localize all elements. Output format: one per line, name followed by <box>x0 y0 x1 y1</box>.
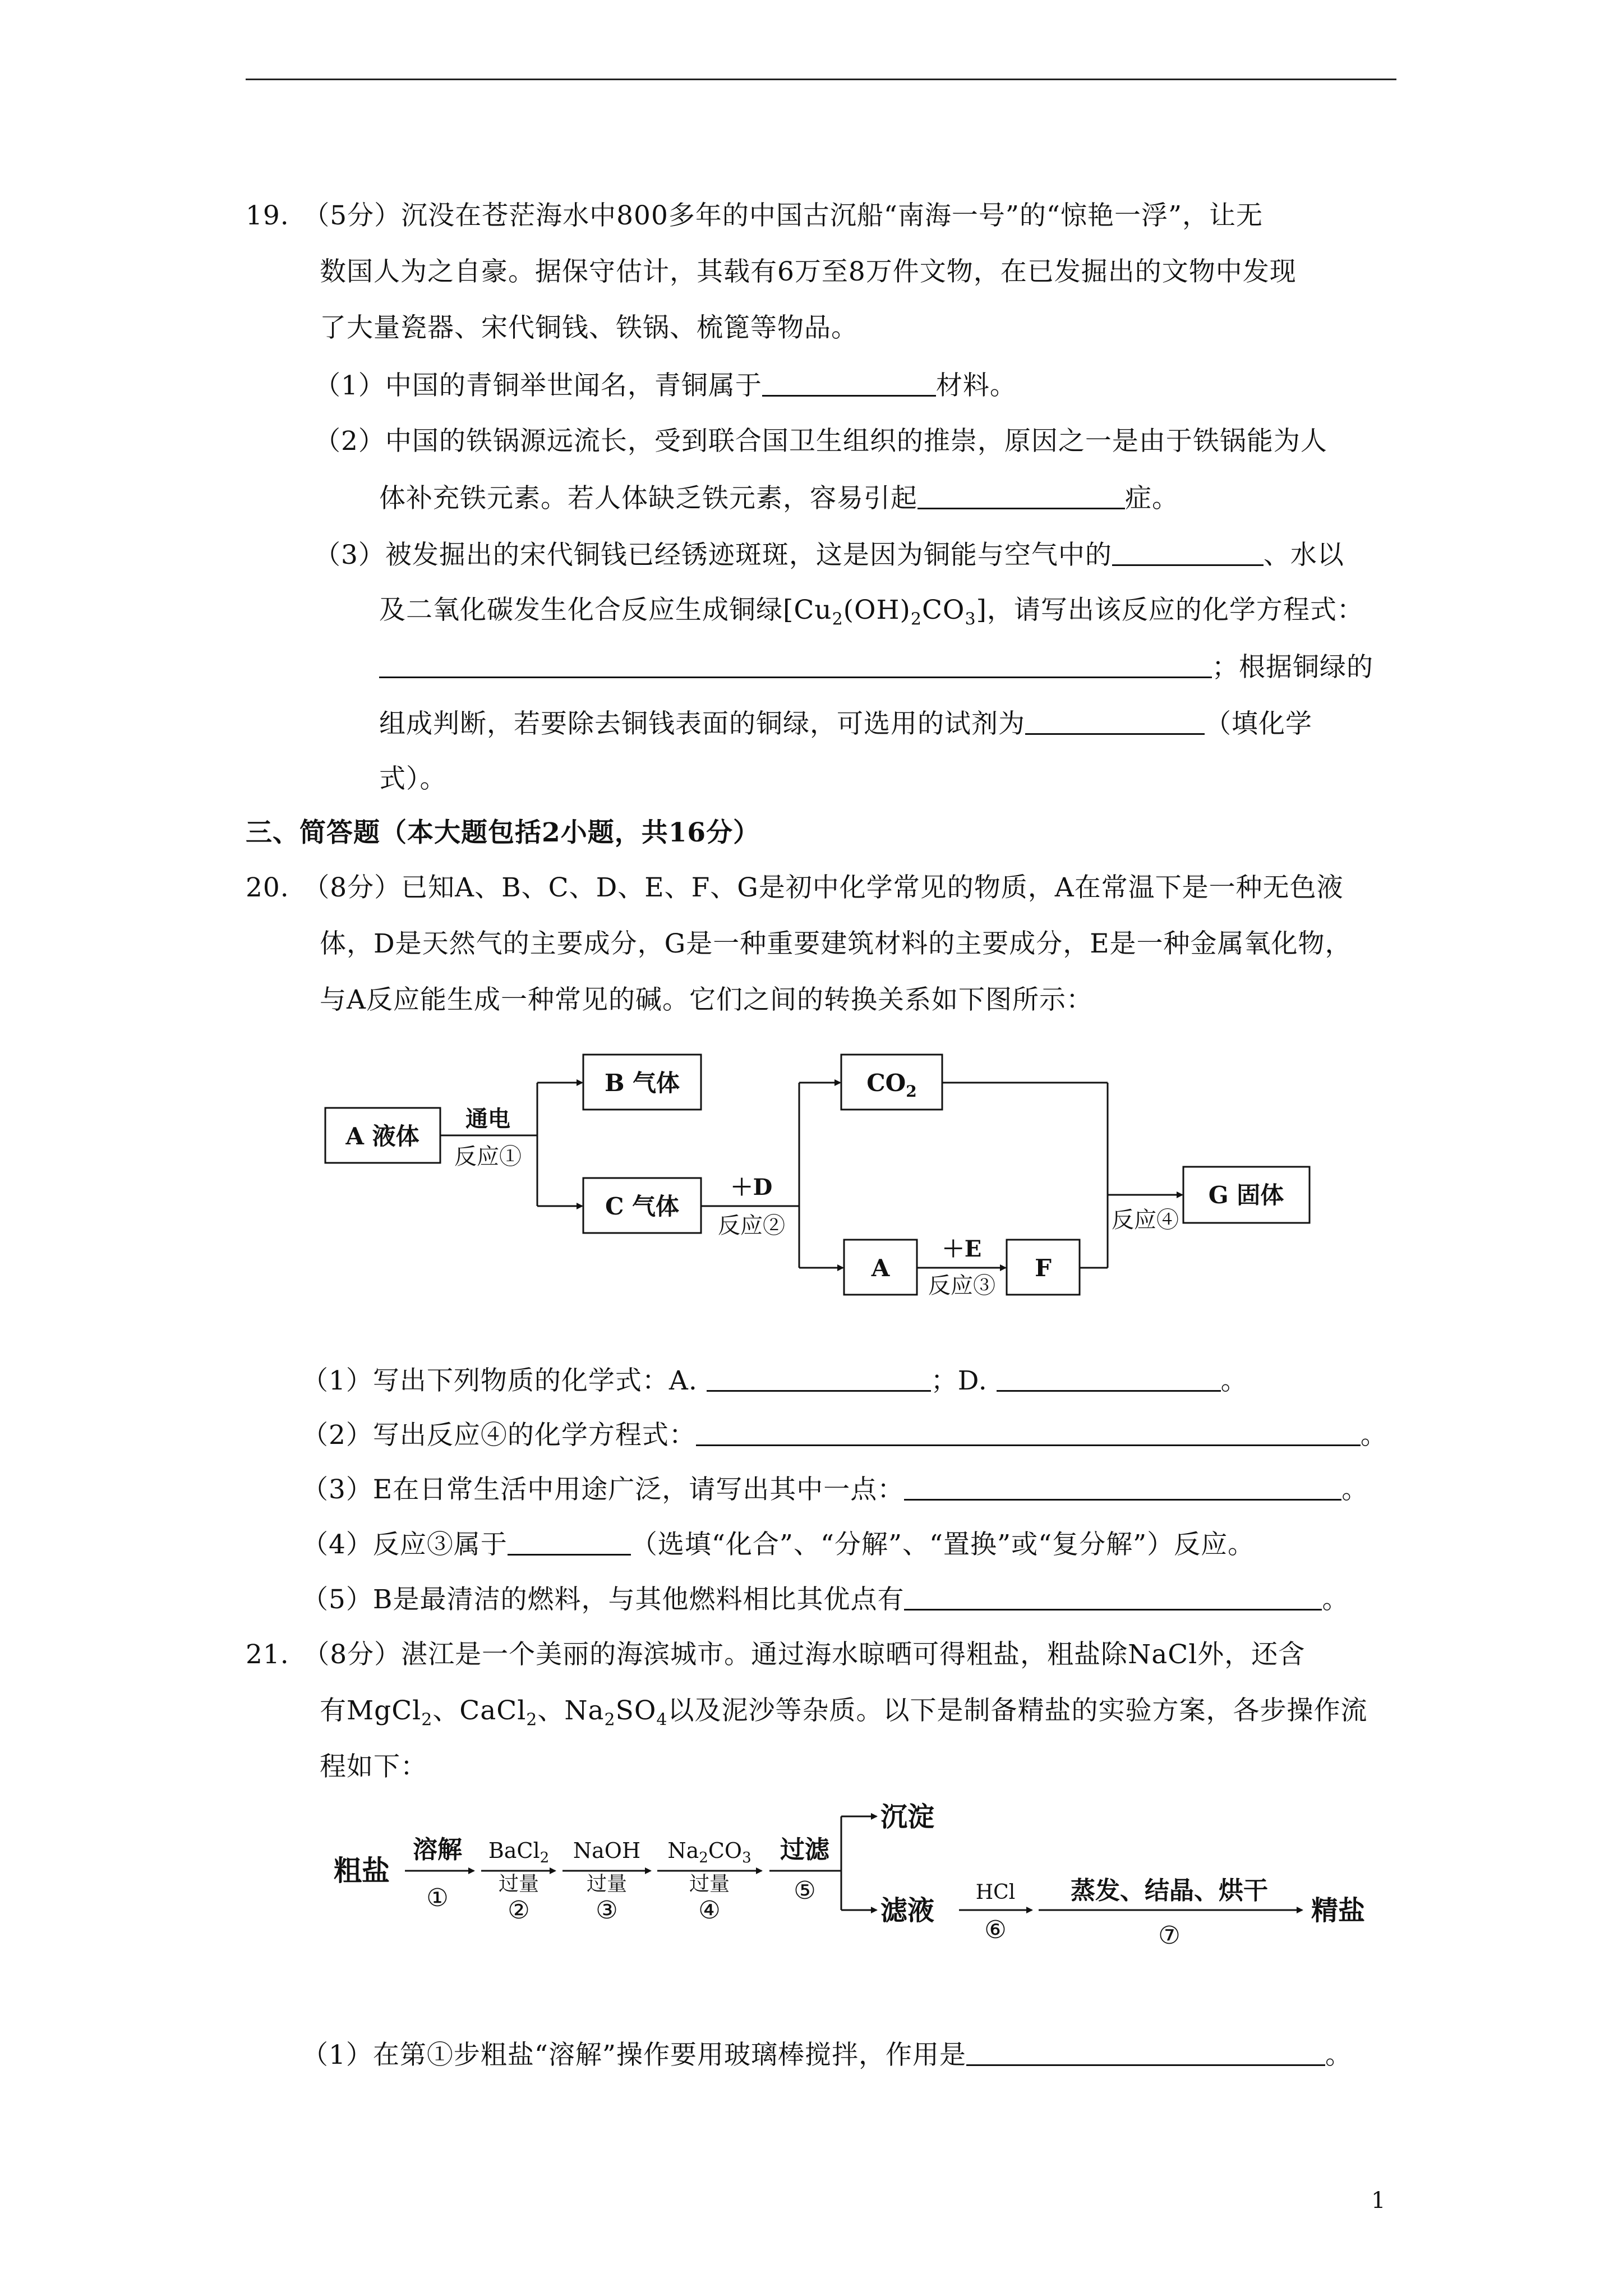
q19-line-3: 了大量瓷器、宋代铜钱、铁锅、梳篦等物品。 <box>320 312 858 343</box>
label-electrolysis: 通电 <box>465 1106 510 1132</box>
label-plus-e: ＋E <box>942 1236 982 1262</box>
formula-part: 以及泥沙等杂质。以下是制备精盐的实验方案，各步操作流 <box>667 1695 1368 1726</box>
q20-sub-1-text: （1）写出下列物质的化学式：A. <box>302 1365 698 1396</box>
flow-filter: 过滤 <box>780 1835 829 1864</box>
flow-step-5: ⑤ <box>794 1876 816 1905</box>
q21-sub-1 <box>302 2037 1352 2072</box>
q20-sub-2-end: 。 <box>1360 1420 1387 1451</box>
subscript: 2 <box>526 1710 538 1730</box>
formula-part: (OH) <box>843 595 911 625</box>
q20-line-1: 20. （8分）已知A、B、C、D、E、F、G是初中化学常见的物质，A在常温下是一种无色液 <box>246 872 1344 903</box>
subscript: 2 <box>832 609 843 629</box>
label-g-solid: G 固体 <box>1208 1181 1284 1209</box>
q19-sub-3-text-b: 、水以 <box>1263 540 1344 570</box>
q19-sub-1-text: （1）中国的青铜举世闻名，青铜属于 <box>314 370 762 401</box>
label-f: F <box>1035 1254 1052 1282</box>
co-main: CO <box>708 1838 743 1863</box>
flow-na2co3 <box>667 1838 751 1866</box>
flow-step-6: ⑥ <box>984 1916 1007 1944</box>
section-heading: 三、简答题（本大题包括2小题，共16分） <box>246 817 760 848</box>
q20-line-3: 与A反应能生成一种常见的碱。它们之间的转换关系如下图所示： <box>320 984 1093 1015</box>
page-number: 1 <box>1371 2188 1386 2214</box>
q20-sub-4-text: （4）反应③属于 <box>302 1529 508 1560</box>
subscript: 2 <box>421 1710 433 1730</box>
flow-precipitate: 沉淀 <box>880 1801 935 1833</box>
flow-evaporate: 蒸发、结晶、烘干 <box>1071 1876 1268 1905</box>
flow-hcl: HCl <box>975 1881 1016 1904</box>
flow-excess-1: 过量 <box>498 1872 540 1895</box>
q19-sub-3-text-d: ；根据铜绿的 <box>1212 652 1373 683</box>
label-reaction-1: 反应① <box>454 1144 522 1170</box>
q20-sub-5-text: （5）B是最清洁的燃料，与其他燃料相比其优点有 <box>302 1584 905 1615</box>
co-sub: 3 <box>742 1849 751 1866</box>
label-c-gas: C 气体 <box>605 1193 680 1220</box>
q21-line-1: 21. （8分）湛江是一个美丽的海滨城市。通过海水晾晒可得粗盐，粗盐除NaCl外，还含 <box>246 1639 1306 1670</box>
q19-line-1: 19. （5分）沉没在苍茫海水中800多年的中国古沉船“南海一号”的“惊艳一浮”，让无 <box>246 200 1263 231</box>
flow-step-1: ① <box>426 1884 449 1912</box>
flow-dissolve: 溶解 <box>413 1835 462 1864</box>
label-a: A <box>871 1254 890 1282</box>
q19-sub-3-line-5: 式）。 <box>379 763 447 794</box>
label-a-liquid: A 液体 <box>345 1122 419 1150</box>
na-main: Na <box>667 1838 699 1863</box>
q20-sub-2-text: （2）写出反应④的化学方程式： <box>302 1420 696 1451</box>
formula-part: 、Na <box>537 1695 605 1726</box>
flow-excess-2: 过量 <box>586 1872 628 1895</box>
q20-sub-1-text-b: ；D. <box>930 1365 988 1396</box>
formula-part: 及二氧化碳发生化合反应生成铜绿[Cu <box>379 595 832 625</box>
formula-part: 有MgCl <box>320 1695 422 1726</box>
flow-crude-salt: 粗盐 <box>334 1854 390 1887</box>
q19-sub-2-line-1: （2）中国的铁锅源远流长，受到联合国卫生组织的推崇，原因之一是由于铁锅能为人 <box>314 426 1327 457</box>
q19-sub-2-text: 体补充铁元素。若人体缺乏铁元素，容易引起 <box>379 483 917 514</box>
flow-step-3: ③ <box>596 1896 618 1925</box>
q21-sub-1-text: （1）在第①步粗盐“溶解”操作要用玻璃棒搅拌，作用是 <box>302 2040 966 2070</box>
flow-fine-salt: 精盐 <box>1311 1895 1366 1926</box>
q19-line-2: 数国人为之自豪。据保守估计，其载有6万至8万件文物，在已发掘出的文物中发现 <box>320 256 1297 287</box>
flow-excess-3: 过量 <box>689 1872 730 1895</box>
q20-sub-1-end: 。 <box>1220 1365 1248 1396</box>
q20-sub-3-text: （3）E在日常生活中用途广泛，请写出其中一点： <box>302 1474 905 1505</box>
q20-sub-4-text-b: （选填“化合”、“分解”、“置换”或“复分解”）反应。 <box>630 1529 1255 1560</box>
q21-sub-1-end: 。 <box>1325 2040 1352 2070</box>
subscript: 2 <box>910 609 922 629</box>
label-reaction-2: 反应② <box>718 1213 785 1239</box>
answer-blank[interactable] <box>966 2037 1325 2066</box>
co2-main: CO <box>866 1069 906 1097</box>
q19-sub-3-text-e: 组成判断，若要除去铜钱表面的铜绿，可选用的试剂为 <box>379 708 1025 739</box>
formula-part: CO <box>921 595 965 625</box>
subscript: 2 <box>604 1710 616 1730</box>
q19-sub-2-end: 症。 <box>1125 483 1179 514</box>
bacl-main: BaCl <box>488 1838 540 1863</box>
flow-step-4: ④ <box>698 1896 721 1925</box>
q19-sub-1-end: 材料。 <box>935 370 1017 401</box>
q19-sub-3-text-f: （填化学 <box>1205 708 1312 739</box>
label-plus-d: ＋D <box>730 1174 773 1200</box>
formula-part: SO <box>615 1695 657 1726</box>
na-sub: 2 <box>699 1849 708 1866</box>
q20-line-2: 体，D是天然气的主要成分，G是一种重要建筑材料的主要成分，E是一种金属氧化物， <box>320 928 1352 959</box>
subscript: 3 <box>965 609 976 629</box>
flow-bacl2 <box>488 1838 549 1866</box>
bacl-sub: 2 <box>540 1849 550 1866</box>
label-reaction-4: 反应④ <box>1112 1207 1179 1233</box>
label-b-gas: B 气体 <box>604 1069 680 1097</box>
co2-sub: 2 <box>906 1082 917 1101</box>
flow-step-2: ② <box>508 1896 530 1925</box>
subscript: 4 <box>656 1710 668 1730</box>
flow-filtrate: 滤液 <box>880 1895 935 1926</box>
flow-step-7: ⑦ <box>1158 1921 1181 1950</box>
q19-sub-3-text: （3）被发掘出的宋代铜钱已经锈迹斑斑，这是因为铜能与空气中的 <box>314 540 1112 570</box>
formula-part: ]，请写出该反应的化学方程式： <box>976 595 1364 625</box>
formula-part: 、CaCl <box>432 1695 527 1726</box>
label-reaction-3: 反应③ <box>928 1273 995 1299</box>
q21-line-3: 程如下： <box>320 1751 427 1782</box>
q20-sub-5-end: 。 <box>1322 1584 1349 1615</box>
q20-sub-3-end: 。 <box>1341 1474 1369 1505</box>
flow-naoh: NaOH <box>573 1838 641 1863</box>
